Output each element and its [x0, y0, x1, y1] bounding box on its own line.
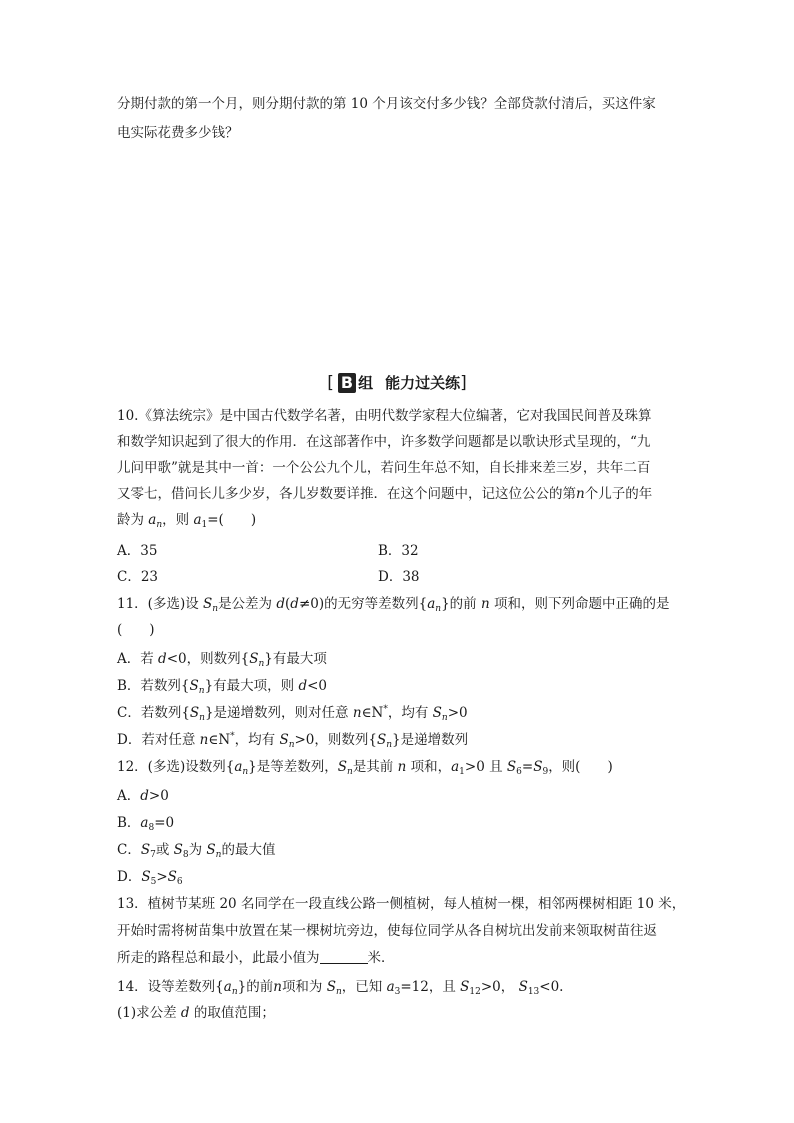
q13-line-2: 开始时需将树苗集中放置在某一棵树坑旁边，使每位同学从各自树坑出发前来领取树苗往返	[117, 923, 657, 939]
q12-option-a: A．d>0	[117, 788, 169, 804]
q11-option-d: D．若对任意 n∈N*，均有 $S_n>0$，则数列$\{S_n\}$是递增数列	[117, 731, 469, 750]
q12-option-b: B．$a_8=0$	[117, 815, 175, 833]
q12-option-d: D．$S_5>S_6$	[117, 869, 183, 887]
q13-line-1: 13．植树节某班 20 名同学在一段直线公路一侧植树，每人植树一棵，相邻两棵树相距 10 米，	[117, 896, 686, 912]
section-group: 组	[358, 374, 374, 392]
q13-line-3: 所走的路程总和最小，此最小值为 米．	[117, 950, 395, 966]
section-header	[0, 372, 794, 394]
q11-answer-paren: ( )	[117, 622, 155, 638]
q10-line-1: 10.《算法统宗》是中国古代数学名著，由明代数学家程大位编著，它对我国民间普及珠算	[117, 408, 652, 424]
q10-line-5: 龄为 $a_n$，则 $a_1=$( )	[117, 512, 257, 530]
q11-option-b: B．若数列$\{S_n\}$有最大项，则 d<0	[117, 678, 328, 696]
q12-stem: 12．(多选)设数列$\{a_n\}$是等差数列，$S_n$是其前 n 项和，$a_1>0$ 且 $S_6=S_9$，则( )	[117, 759, 613, 777]
q10-option-d: D．38	[378, 569, 420, 585]
q11-stem: 11．(多选)设 $S_n$是公差为 d(d≠0)的无穷等差数列$\{a_n\}$的前 n 项和，则下列命题中正确的是	[117, 596, 670, 614]
q10-line-3: 儿问甲歌”就是其中一首：一个公公九个儿，若问生年总不知，自长排来差三岁，共年二百	[117, 460, 651, 476]
continuation-line-1: 分期付款的第一个月，则分期付款的第 10 个月该交付多少钱？全部贷款付清后，买这件家	[117, 96, 656, 112]
continuation-line-2: 电实际花费多少钱？	[117, 125, 239, 141]
section-bracket-open: [	[327, 373, 334, 393]
section-bracket-close: ]	[460, 373, 467, 393]
q10-line-2: 和数学知识起到了很大的作用．在这部著作中，许多数学问题都是以歌诀形式呈现的，“九	[117, 434, 651, 450]
q10-line-4: 又零七，借问长儿多少岁，各儿岁数要详推．在这个问题中，记这位公公的第n个儿子的年	[117, 486, 653, 502]
section-badge: B	[338, 373, 356, 393]
q12-option-c: C．$S_7$或 $S_8$为 $S_n$的最大值	[117, 842, 276, 860]
q10-option-b: B．32	[378, 543, 419, 559]
q13-answer-blank	[320, 951, 368, 964]
q11-option-a: A．若 d<0，则数列$\{S_n\}$有最大项	[117, 651, 327, 669]
section-title: 能力过关练	[385, 374, 461, 392]
q10-option-a: A．35	[117, 543, 158, 559]
q10-option-c: C．23	[117, 569, 159, 585]
q14-part-1: (1)求公差 d 的取值范围；	[117, 1005, 275, 1021]
q14-stem: 14．设等差数列$\{a_n\}$的前n项和为 $S_n$，已知 $a_3=12$，且 $S_{12}>0$， $S_{13}<0$.	[117, 979, 564, 997]
q11-option-c: C．若数列$\{S_n\}$是递增数列，则对任意 n∈N*，均有 $S_n>0$	[117, 704, 468, 723]
